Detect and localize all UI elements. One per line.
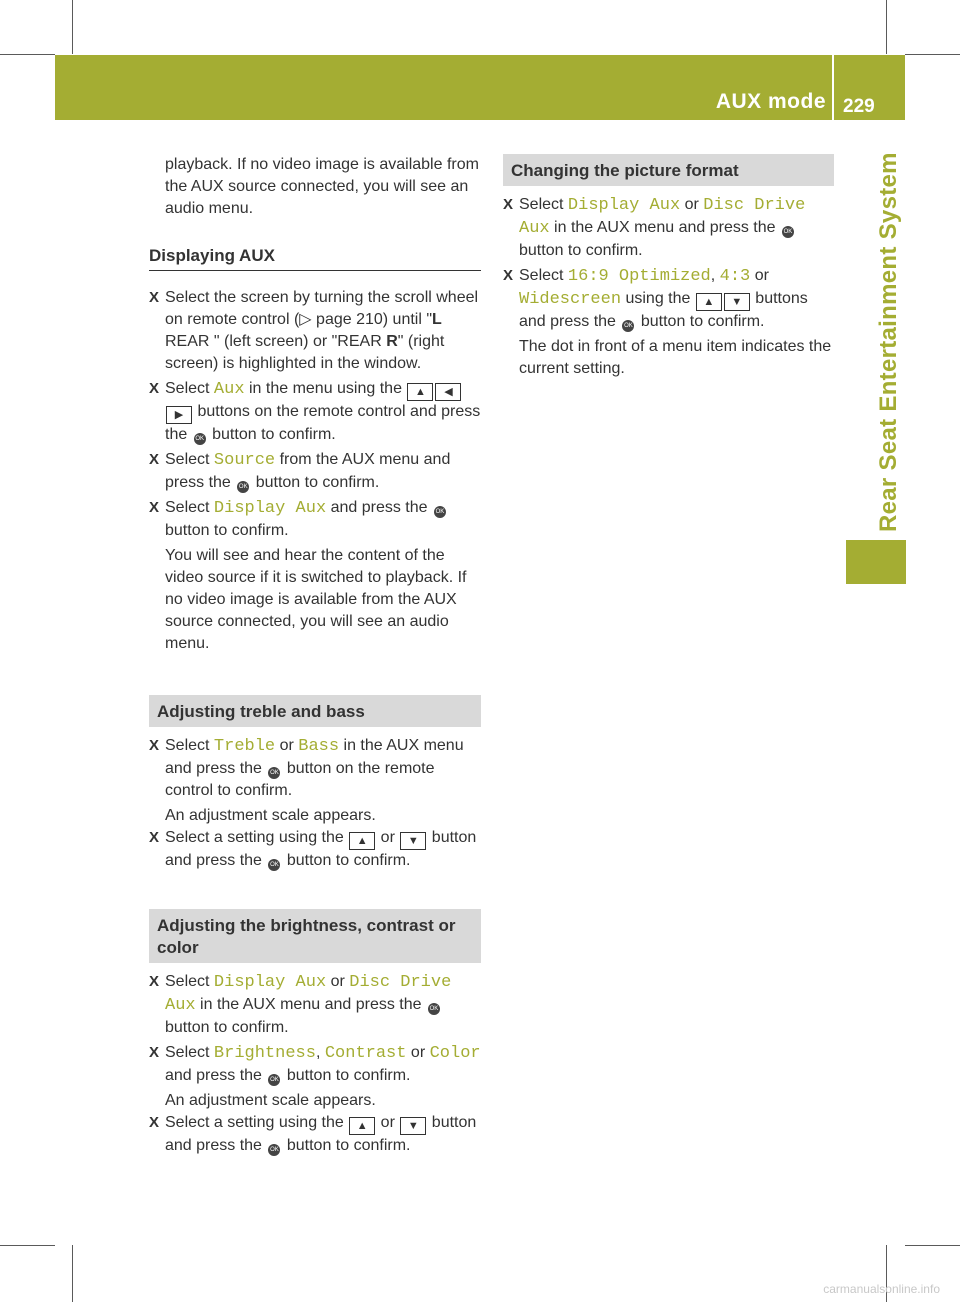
step-result: You will see and hear the content of the video source if it is switched to playback. If no video image is available from the AUX source connected, you will see an audio menu. bbox=[165, 547, 467, 652]
menu-item-4-3: 4:3 bbox=[719, 267, 751, 286]
step-text: Select bbox=[165, 973, 214, 990]
step-text: in the AUX menu and press the bbox=[549, 219, 780, 236]
step-select-screen bbox=[149, 287, 481, 375]
step-text: or bbox=[376, 829, 400, 846]
menu-item-disc-drive-aux: Disc Drive Aux bbox=[165, 973, 452, 1015]
step-text: Select bbox=[519, 196, 568, 213]
left-arrow-icon: ◀ bbox=[435, 383, 461, 401]
step-text: " (right screen) is highlighted in the window. bbox=[165, 333, 445, 372]
crop-mark bbox=[886, 0, 887, 54]
step-result: An adjustment scale appears. bbox=[165, 1092, 376, 1109]
step-marker: X bbox=[149, 499, 160, 516]
step-select-format bbox=[503, 265, 834, 333]
step-text: in the menu using the bbox=[244, 380, 407, 397]
crop-mark bbox=[0, 1245, 55, 1246]
left-column bbox=[149, 154, 481, 1160]
step-marker: X bbox=[149, 1044, 160, 1061]
menu-item-contrast: Contrast bbox=[324, 1044, 407, 1063]
step-text: buttons on the remote control and press the bbox=[165, 403, 481, 443]
menu-item-treble: Treble bbox=[213, 737, 276, 756]
step-select-aux bbox=[149, 378, 481, 446]
side-tab-marker bbox=[846, 540, 906, 584]
up-arrow-icon: ▲ bbox=[696, 293, 722, 311]
step-text: and press the bbox=[326, 499, 432, 516]
page-title: AUX mode bbox=[715, 90, 826, 113]
step-text: button to confirm. bbox=[282, 1067, 411, 1084]
ok-button-icon: OK bbox=[268, 1144, 280, 1156]
down-arrow-icon: ▼ bbox=[724, 293, 750, 311]
section-heading-brightness: Adjusting the brightness, contrast or color bbox=[149, 909, 481, 963]
step-text: or bbox=[750, 267, 769, 284]
step-result: The dot in front of a menu item indicates the current setting. bbox=[519, 338, 832, 377]
step-select-display bbox=[149, 971, 481, 1039]
down-arrow-icon: ▼ bbox=[400, 1117, 426, 1135]
page-ref-arrow-icon: ▷ bbox=[299, 311, 312, 328]
page-number: 229 bbox=[843, 96, 875, 117]
ok-button-icon: OK bbox=[782, 226, 794, 238]
crop-mark bbox=[72, 0, 73, 54]
step-text: from the AUX menu and press the bbox=[165, 451, 451, 491]
step-select-brightness bbox=[149, 1042, 481, 1087]
menu-item-source: Source bbox=[213, 451, 276, 470]
step-text: button to confirm. bbox=[519, 242, 643, 259]
step-select-source bbox=[149, 449, 481, 494]
section-heading-displaying-aux: Displaying AUX bbox=[149, 245, 481, 271]
step-text: button to confirm. bbox=[282, 1137, 411, 1154]
ok-button-icon: OK bbox=[428, 1003, 440, 1015]
menu-item-widescreen: Widescreen bbox=[519, 290, 622, 309]
step-marker: X bbox=[503, 196, 514, 213]
step-text: Select bbox=[165, 737, 214, 754]
step-text: button to confirm. bbox=[282, 852, 411, 869]
step-text: button on the remote control to confirm. bbox=[165, 760, 435, 799]
step-marker: X bbox=[149, 973, 160, 990]
step-text: button to confirm. bbox=[165, 522, 289, 539]
up-arrow-icon: ▲ bbox=[407, 383, 433, 401]
step-marker: X bbox=[149, 289, 160, 306]
step-text: button to confirm. bbox=[165, 1019, 289, 1036]
menu-item-display-aux: Display Aux bbox=[213, 973, 327, 992]
side-tab-label: Rear Seat Entertainment System bbox=[875, 152, 902, 532]
step-text: or bbox=[275, 737, 299, 754]
step-text: in the AUX menu and press the bbox=[165, 737, 464, 777]
step-text: page 210) until " bbox=[311, 311, 433, 328]
step-select-display bbox=[503, 194, 834, 262]
step-text: and press the bbox=[165, 1067, 267, 1084]
step-text: button and press the bbox=[165, 1114, 477, 1154]
step-text: or bbox=[326, 973, 350, 990]
menu-item-disc-drive-aux: Disc Drive Aux bbox=[519, 196, 806, 238]
watermark: carmanualsonline.info bbox=[823, 1282, 940, 1296]
ok-button-icon: OK bbox=[622, 320, 634, 332]
step-text: Select a setting using the bbox=[165, 1114, 349, 1131]
step-marker: X bbox=[149, 737, 160, 754]
ok-button-icon: OK bbox=[194, 433, 206, 445]
step-text: , bbox=[315, 1044, 325, 1061]
step-text: REAR " (left screen) or "REAR bbox=[165, 333, 387, 350]
step-text: or bbox=[376, 1114, 400, 1131]
section-heading-picture-format: Changing the picture format bbox=[503, 154, 834, 186]
left-marker: L bbox=[432, 311, 442, 328]
intro-paragraph: playback. If no video image is available from the AUX source connected, you will see an audio menu. bbox=[165, 156, 479, 217]
step-marker: X bbox=[503, 267, 514, 284]
menu-item-color: Color bbox=[429, 1044, 481, 1063]
right-arrow-icon: ▶ bbox=[166, 406, 192, 424]
step-text: Select the screen by turning the scroll wheel on remote control ( bbox=[165, 289, 479, 328]
step-text: Select bbox=[165, 451, 214, 468]
menu-item-16-9-optimized: 16:9 Optimized bbox=[567, 267, 711, 286]
step-select-setting bbox=[149, 1112, 481, 1157]
right-column bbox=[503, 154, 834, 380]
up-arrow-icon: ▲ bbox=[349, 832, 375, 850]
down-arrow-icon: ▼ bbox=[400, 832, 426, 850]
step-text: , bbox=[710, 267, 720, 284]
step-text: Select bbox=[165, 1044, 214, 1061]
step-text: button to confirm. bbox=[251, 474, 380, 491]
step-text: Select bbox=[519, 267, 568, 284]
menu-item-bass: Bass bbox=[298, 737, 340, 756]
step-text: buttons and press the bbox=[519, 290, 808, 330]
ok-button-icon: OK bbox=[237, 481, 249, 493]
step-text: button to confirm. bbox=[207, 426, 336, 443]
step-select-display-aux bbox=[149, 497, 481, 542]
step-text: Select a setting using the bbox=[165, 829, 349, 846]
menu-item-display-aux: Display Aux bbox=[213, 499, 327, 518]
step-marker: X bbox=[149, 380, 160, 397]
ok-button-icon: OK bbox=[434, 506, 446, 518]
step-marker: X bbox=[149, 1114, 160, 1131]
step-marker: X bbox=[149, 451, 160, 468]
menu-item-display-aux: Display Aux bbox=[567, 196, 681, 215]
menu-item-aux: Aux bbox=[213, 380, 245, 399]
step-text: Select bbox=[165, 380, 214, 397]
step-marker: X bbox=[149, 829, 160, 846]
step-text: in the AUX menu and press the bbox=[195, 996, 426, 1013]
step-text: Select bbox=[165, 499, 214, 516]
step-select-setting bbox=[149, 827, 481, 872]
ok-button-icon: OK bbox=[268, 1074, 280, 1086]
crop-mark bbox=[0, 54, 55, 55]
step-result: An adjustment scale appears. bbox=[165, 807, 376, 824]
step-text: or bbox=[406, 1044, 430, 1061]
ok-button-icon: OK bbox=[268, 767, 280, 779]
crop-mark bbox=[72, 1245, 73, 1302]
step-text: or bbox=[680, 196, 704, 213]
step-text: button and press the bbox=[165, 829, 477, 869]
up-arrow-icon: ▲ bbox=[349, 1117, 375, 1135]
ok-button-icon: OK bbox=[268, 859, 280, 871]
step-select-treble-bass bbox=[149, 735, 481, 802]
crop-mark bbox=[905, 1245, 960, 1246]
crop-mark bbox=[905, 54, 960, 55]
step-text: button to confirm. bbox=[636, 313, 765, 330]
right-marker: R bbox=[386, 333, 398, 350]
section-heading-treble-bass: Adjusting treble and bass bbox=[149, 695, 481, 727]
header-divider bbox=[832, 55, 834, 120]
menu-item-brightness: Brightness bbox=[213, 1044, 316, 1063]
step-text: using the bbox=[621, 290, 695, 307]
